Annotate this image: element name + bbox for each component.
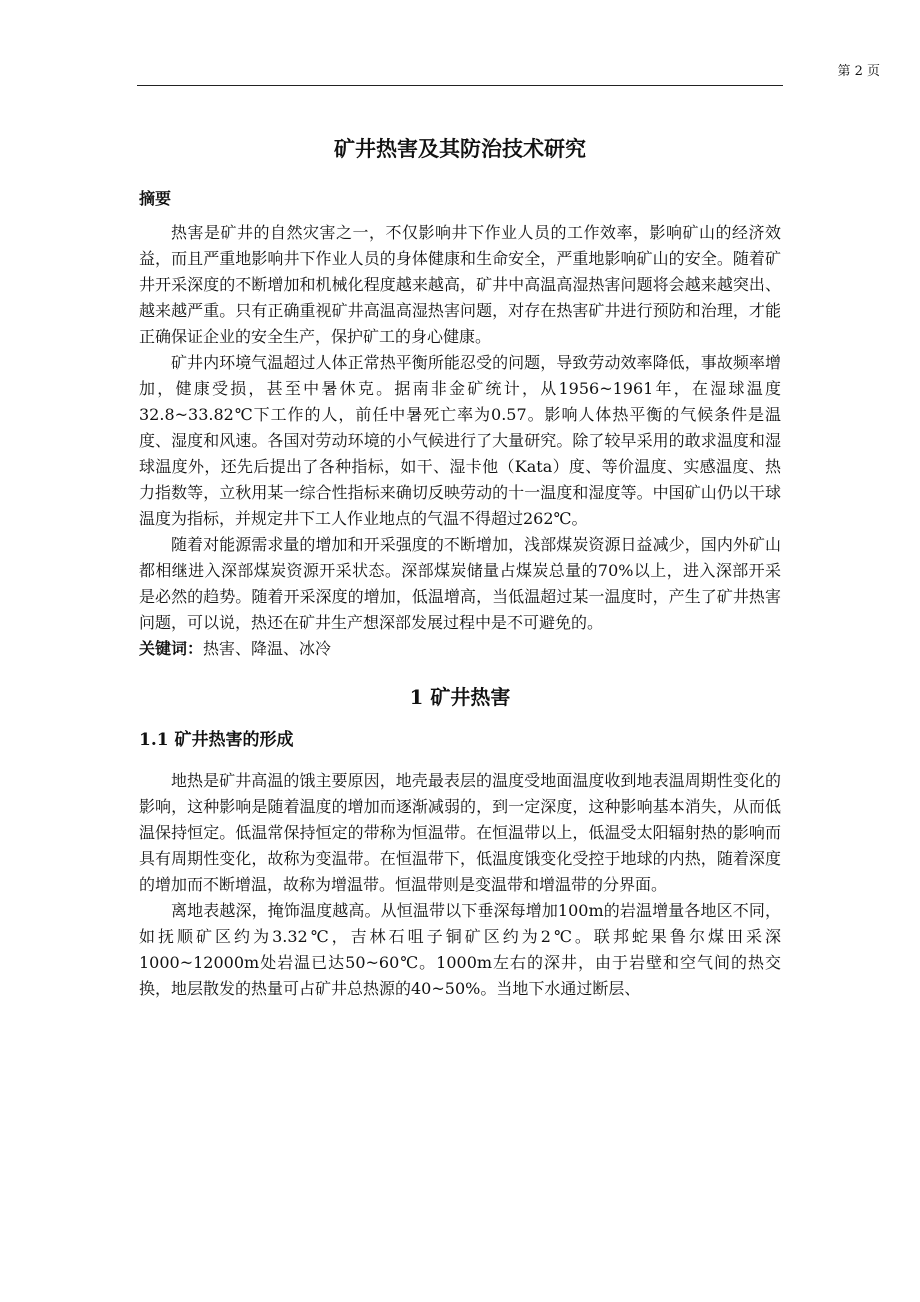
subsection-heading: 1.1 矿井热害的形成 bbox=[139, 730, 294, 750]
header-rule bbox=[137, 85, 783, 86]
section-heading: 1 矿井热害 bbox=[409, 685, 511, 709]
document-title: 矿井热害及其防治技术研究 bbox=[334, 136, 586, 161]
abstract-paragraph-3: 随着对能源需求量的增加和开采强度的不断增加，浅部煤炭资源日益减少，国内外矿山都相继进入深部煤炭资源开采状态。深部煤炭储量占煤炭总量的70%以上，进入深部开采是必然的趋势。随着开采深度的增加，低温增高，当低温超过某一温度时，产生了矿井热害问题，可以说，热还在矿井生产想深部发展过程中是不可避免的。 bbox=[139, 535, 781, 632]
page-number: 第 2 页 bbox=[837, 64, 880, 79]
keywords-line bbox=[139, 636, 781, 662]
keywords-value: 热害、降温、冰冷 bbox=[203, 639, 332, 658]
body-paragraph-2: 离地表越深，掩饰温度越高。从恒温带以下垂深每增加100m的岩温增量各地区不同，如抚顺矿区约为3.32℃，吉林石咀子铜矿区约为2℃。联邦蛇果鲁尔煤田采深1000~12000m处岩温已达50~60℃。1000m左右的深井，由于岩壁和空气间的热交换，地层散发的热量可占矿井总热源的40~50%。当地下水通过断层、 bbox=[139, 901, 781, 998]
body-paragraph-1: 地热是矿井高温的饿主要原因，地壳最表层的温度受地面温度收到地表温周期性变化的影响，这种影响是随着温度的增加而逐渐减弱的，到一定深度，这种影响基本消失，从而低温保持恒定。低温常保持恒定的带称为恒温带。在恒温带以上，低温受太阳辐射热的影响而具有周期性变化，故称为变温带。在恒温带下，低温度饿变化受控于地球的内热，随着深度的增加而不断增温，故称为增温带。恒温带则是变温带和增温带的分界面。 bbox=[139, 771, 781, 894]
abstract-paragraph-1: 热害是矿井的自然灾害之一，不仅影响井下作业人员的工作效率，影响矿山的经济效益，而且严重地影响井下作业人员的身体健康和生命安全，严重地影响矿山的安全。随着矿井开采深度的不断增加和机械化程度越来越高，矿井中高温高湿热害问题将会越来越突出、越来越严重。只有正确重视矿井高温高湿热害问题，对存在热害矿井进行预防和治理，才能正确保证企业的安全生产，保护矿工的身心健康。 bbox=[139, 223, 781, 346]
keywords-label: 关键词： bbox=[139, 639, 204, 658]
abstract-paragraph-2: 矿井内环境气温超过人体正常热平衡所能忍受的问题，导致劳动效率降低，事故频率增加，健康受损，甚至中暑休克。据南非金矿统计，从1956~1961年，在湿球温度32.8~33.82℃下工作的人，前任中暑死亡率为0.57。影响人体热平衡的气候条件是温度、湿度和风速。各国对劳动环境的小气候进行了大量研究。除了较早采用的敢求温度和湿球温度外，还先后提出了各种指标，如干、湿卡他（Kata）度、等价温度、实感温度、热力指数等，立秋用某一综合性指标来确切反映劳动的十一温度和湿度等。中国矿山仍以干球温度为指标，并规定井下工人作业地点的气温不得超过262℃。 bbox=[139, 353, 781, 528]
abstract-heading: 摘要 bbox=[139, 189, 172, 208]
document-body bbox=[139, 134, 781, 1002]
